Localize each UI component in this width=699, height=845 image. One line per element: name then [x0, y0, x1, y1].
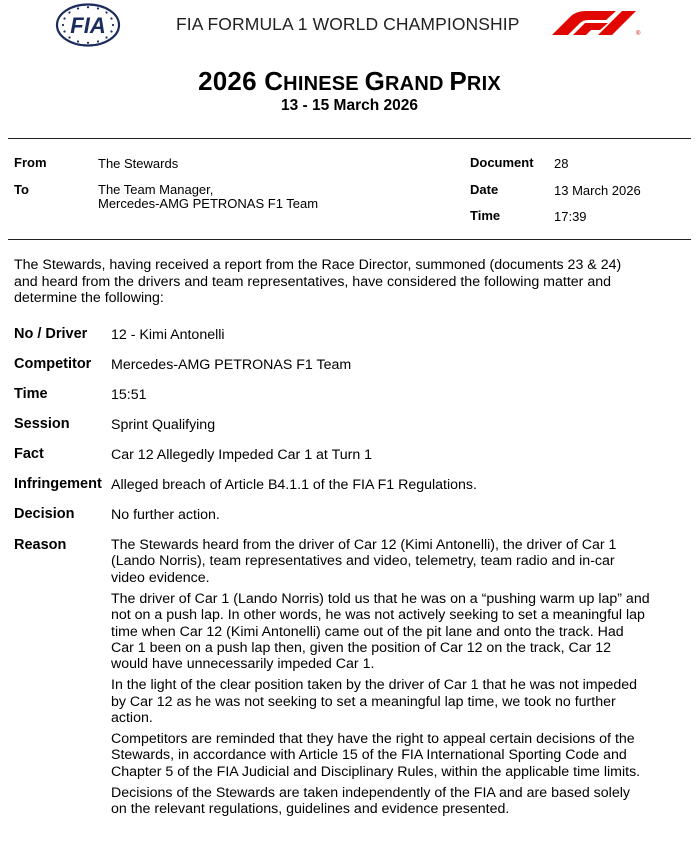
reason-line: by Car 12 as he was not seeking to set a meaningful lap time, we took no further	[111, 693, 616, 710]
intro-line: The Stewards, having received a report from the Race Director, summoned (documents 23 & 24)	[14, 257, 622, 273]
incident-time-value: 15:51	[111, 387, 147, 403]
to-label: To	[14, 182, 29, 197]
reason-line: not on a push lap. In other words, he was not actively seeking to set a meaningful lap	[111, 607, 645, 624]
title-part: P	[449, 66, 467, 96]
reason-line: The driver of Car 1 (Lando Norris) told us that he was on a “pushing warm up lap” and	[111, 590, 650, 607]
reason-line: Car 1 been on a push lap then, given the position of Car 12 on the track, Car 12	[111, 639, 612, 656]
competitor-value: Mercedes-AMG PETRONAS F1 Team	[111, 357, 352, 373]
time-label: Time	[470, 208, 501, 223]
competitor-label: Competitor	[14, 356, 92, 372]
header-divider-top	[8, 138, 691, 139]
reason-line: (Lando Norris), team representatives and video, telemetry, team radio and in-car	[111, 553, 615, 570]
title-part: RAND	[385, 73, 450, 95]
reason-line: on the relevant regulations, guidelines and evidence presented.	[111, 801, 510, 818]
driver-label: No / Driver	[14, 326, 88, 342]
svg-text:®: ®	[636, 31, 641, 37]
driver-value: 12 - Kimi Antonelli	[111, 327, 225, 343]
f1-logo-icon	[546, 11, 642, 37]
reason-line: Stewards, in accordance with Article 15 of the FIA International Sporting Code and	[111, 747, 627, 764]
reason-body	[111, 537, 686, 822]
session-label: Session	[14, 416, 70, 432]
infringement-label: Infringement	[14, 476, 102, 492]
reason-line: Decisions of the Stewards are taken independently of the FIA and are based solely	[111, 784, 630, 801]
intro-line: and heard from the drivers and team representatives, have considered the following matter and	[14, 273, 611, 290]
incident-time-label: Time	[14, 386, 48, 402]
reason-line: In the light of the clear position taken by the driver of Car 1 that he was not impeded	[111, 677, 638, 694]
title-part: 2026	[198, 66, 265, 96]
reason-paragraph	[111, 677, 686, 726]
reason-line: time when Car 12 (Kimi Antonelli) came out of the pit lane and onto the track. Had	[111, 623, 624, 640]
fia-logo-text: FIA	[70, 13, 106, 38]
from-value: The Stewards	[98, 156, 179, 171]
from-label: From	[14, 155, 47, 170]
reason-line: action.	[111, 710, 153, 727]
championship-title: FIA FORMULA 1 WORLD CHAMPIONSHIP	[176, 14, 520, 34]
reason-label: Reason	[14, 537, 67, 553]
time-value: 17:39	[554, 209, 587, 224]
reason-paragraph	[111, 537, 686, 586]
to-value-line: Mercedes-AMG PETRONAS F1 Team	[98, 196, 319, 211]
document-label: Document	[470, 155, 534, 170]
event-dates: 13 - 15 March 2026	[280, 97, 418, 114]
reason-paragraph	[111, 731, 686, 780]
event-title	[0, 66, 699, 97]
document-value: 28	[554, 156, 569, 171]
title-part: HINESE	[283, 73, 365, 95]
to-value	[98, 183, 318, 211]
date-value: 13 March 2026	[554, 183, 641, 198]
title-part: RIX	[466, 73, 501, 95]
fact-label: Fact	[14, 446, 44, 462]
decision-label: Decision	[14, 506, 75, 522]
to-value-line: The Team Manager,	[98, 182, 214, 197]
reason-line: The Stewards heard from the driver of Car 12 (Kimi Antonelli), the driver of Car 1	[111, 537, 617, 553]
intro-line: determine the following:	[14, 290, 164, 306]
decision-value: No further action.	[111, 507, 220, 523]
fia-logo-icon	[55, 3, 121, 47]
reason-paragraph	[111, 785, 686, 818]
reason-line: would have unnecessarily impeded Car 1.	[111, 656, 375, 673]
reason-line: Competitors are reminded that they have the right to appeal certain decisions of the	[111, 730, 635, 747]
date-label: Date	[470, 182, 499, 197]
title-part: G	[364, 66, 386, 96]
reason-paragraph	[111, 591, 686, 673]
fact-value: Car 12 Allegedly Impeded Car 1 at Turn 1	[111, 447, 373, 463]
header-divider-bottom	[8, 239, 691, 240]
session-value: Sprint Qualifying	[111, 417, 216, 433]
intro-paragraph	[14, 257, 684, 307]
reason-line: video evidence.	[111, 569, 210, 586]
infringement-value: Alleged breach of Article B4.1.1 of the FIA F1 Regulations.	[111, 477, 477, 493]
title-part: C	[264, 66, 284, 96]
reason-line: Chapter 5 of the FIA Judicial and Disciplinary Rules, within the applicable time limits.	[111, 763, 641, 780]
